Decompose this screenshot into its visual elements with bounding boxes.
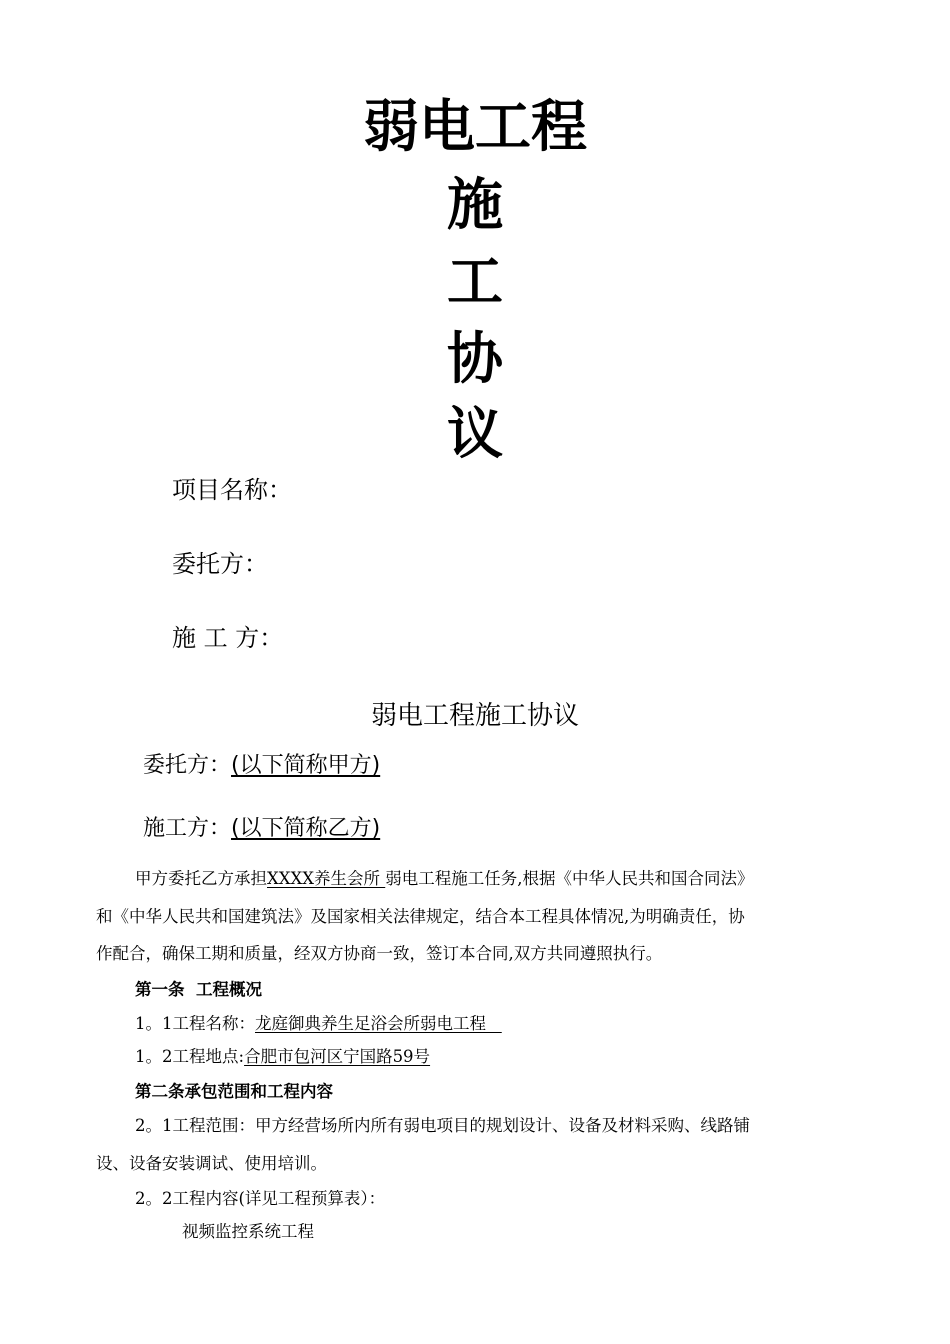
article-2-1-line-1: 2。1工程范围：甲方经营场所内所有弱电项目的规划设计、设备及材料采购、线路铺 bbox=[135, 1116, 750, 1135]
cover-field-client: 委托方： bbox=[172, 550, 268, 578]
party-a-line bbox=[143, 751, 380, 781]
party-a-note: (以下简称甲方) bbox=[231, 753, 381, 778]
cover-title-line-1: 弱电工程 bbox=[363, 95, 587, 160]
article-1-heading: 第一条 工程概况 bbox=[135, 980, 262, 999]
party-a-label: 委托方： bbox=[143, 753, 232, 778]
party-b-line bbox=[143, 814, 380, 844]
intro-line-1 bbox=[135, 867, 753, 891]
party-b-label: 施工方： bbox=[143, 816, 232, 841]
article-1-2-line bbox=[135, 1045, 430, 1069]
article-2-heading: 第二条承包范围和工程内容 bbox=[135, 1082, 333, 1101]
cover-field-contractor: 施 工 方： bbox=[172, 624, 284, 652]
article-1-2-label: 1。2工程地点: bbox=[135, 1047, 245, 1066]
intro-project-name: XXXX养生会所 bbox=[267, 869, 386, 888]
article-1-1-value: 龙庭御典养生足浴会所弱电工程 bbox=[255, 1014, 502, 1033]
intro-text-part-1: 甲方委托乙方承担 bbox=[135, 869, 267, 888]
cover-field-project-name: 项目名称： bbox=[172, 476, 292, 504]
article-1-1-line bbox=[135, 1012, 502, 1036]
article-2-2-item-1: 视频监控系统工程 bbox=[182, 1222, 314, 1241]
cover-title-line-2: 施 bbox=[447, 173, 503, 238]
article-1-1-label: 1。1工程名称： bbox=[135, 1014, 255, 1033]
intro-line-3: 作配合，确保工期和质量，经双方协商一致，签订本合同,双方共同遵照执行。 bbox=[96, 944, 663, 963]
cover-title-line-5: 议 bbox=[447, 402, 503, 467]
article-2-1-line-2: 设、设备安装调试、使用培训。 bbox=[96, 1154, 327, 1173]
article-1-2-value: 合肥市包河区宁国路59号 bbox=[244, 1047, 431, 1066]
party-b-note: (以下简称乙方) bbox=[231, 816, 381, 841]
article-2-2-line: 2。2工程内容(详见工程预算表）： bbox=[135, 1189, 386, 1208]
intro-text-part-2: 弱电工程施工任务,根据《中华人民共和国合同法》 bbox=[385, 869, 754, 888]
intro-line-2: 和《中华人民共和国建筑法》及国家相关法律规定，结合本工程具体情况,为明确责任，协 bbox=[96, 907, 745, 926]
contract-title: 弱电工程施工协议 bbox=[370, 701, 579, 731]
cover-title-line-3: 工 bbox=[447, 250, 503, 315]
cover-title-line-4: 协 bbox=[447, 327, 503, 392]
